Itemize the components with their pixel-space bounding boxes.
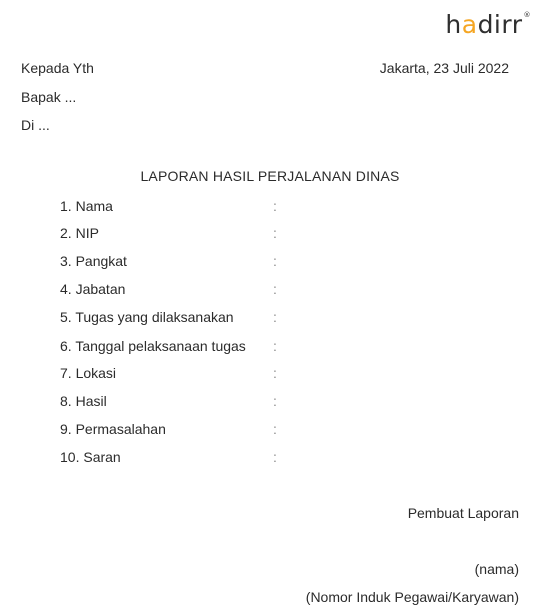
item-number: 9.: [60, 421, 72, 437]
item-separator: :: [273, 309, 277, 325]
list-item: [60, 197, 113, 215]
place-date: Jakarta, 23 Juli 2022: [379, 60, 509, 76]
item-label: Nama: [75, 198, 113, 214]
item-label: Tanggal pelaksanaan tugas: [75, 338, 246, 354]
item-number: 7.: [60, 365, 72, 381]
recipient-line-1: Kepada Yth: [21, 60, 94, 76]
item-separator: :: [273, 225, 277, 241]
list-item: [60, 252, 127, 270]
item-separator: :: [273, 449, 277, 465]
list-item: [60, 420, 166, 438]
list-item: [60, 364, 116, 382]
list-item: [60, 448, 121, 466]
item-number: 8.: [60, 393, 72, 409]
item-separator: :: [273, 421, 277, 437]
item-separator: :: [273, 281, 277, 297]
logo-text-suffix: dirr: [477, 10, 523, 39]
item-label: Permasalahan: [75, 421, 166, 437]
item-label: Hasil: [75, 393, 107, 409]
list-item: [60, 224, 99, 242]
signature-role: Pembuat Laporan: [407, 505, 519, 521]
item-number: 3.: [60, 253, 72, 269]
item-label: Tugas yang dilaksanakan: [75, 309, 234, 325]
registered-mark: ®: [523, 11, 531, 19]
list-item: [60, 337, 246, 355]
item-number: 5.: [60, 309, 72, 325]
recipient-line-2: Bapak ...: [21, 89, 77, 105]
item-number: 6.: [60, 338, 72, 354]
list-item: [60, 280, 125, 298]
item-separator: :: [273, 198, 277, 214]
hadirr-logo: [445, 12, 531, 37]
recipient-line-3: Di ...: [21, 117, 50, 133]
document-title: LAPORAN HASIL PERJALANAN DINAS: [140, 168, 400, 184]
item-label: NIP: [75, 225, 99, 241]
logo-text-accent: a: [461, 10, 478, 39]
item-number: 2.: [60, 225, 72, 241]
item-label: Saran: [83, 449, 121, 465]
list-item: [60, 392, 107, 410]
logo-text-prefix: h: [445, 10, 462, 39]
item-label: Lokasi: [75, 365, 117, 381]
item-label: Pangkat: [75, 253, 127, 269]
item-separator: :: [273, 365, 277, 381]
item-number: 1.: [60, 198, 72, 214]
signature-name: (nama): [474, 561, 519, 577]
item-separator: :: [273, 253, 277, 269]
item-label: Jabatan: [75, 281, 126, 297]
list-item: [60, 308, 234, 326]
item-separator: :: [273, 338, 277, 354]
signature-employee-id: (Nomor Induk Pegawai/Karyawan): [305, 589, 519, 605]
item-number: 4.: [60, 281, 72, 297]
item-number: 10.: [60, 449, 80, 465]
item-separator: :: [273, 393, 277, 409]
